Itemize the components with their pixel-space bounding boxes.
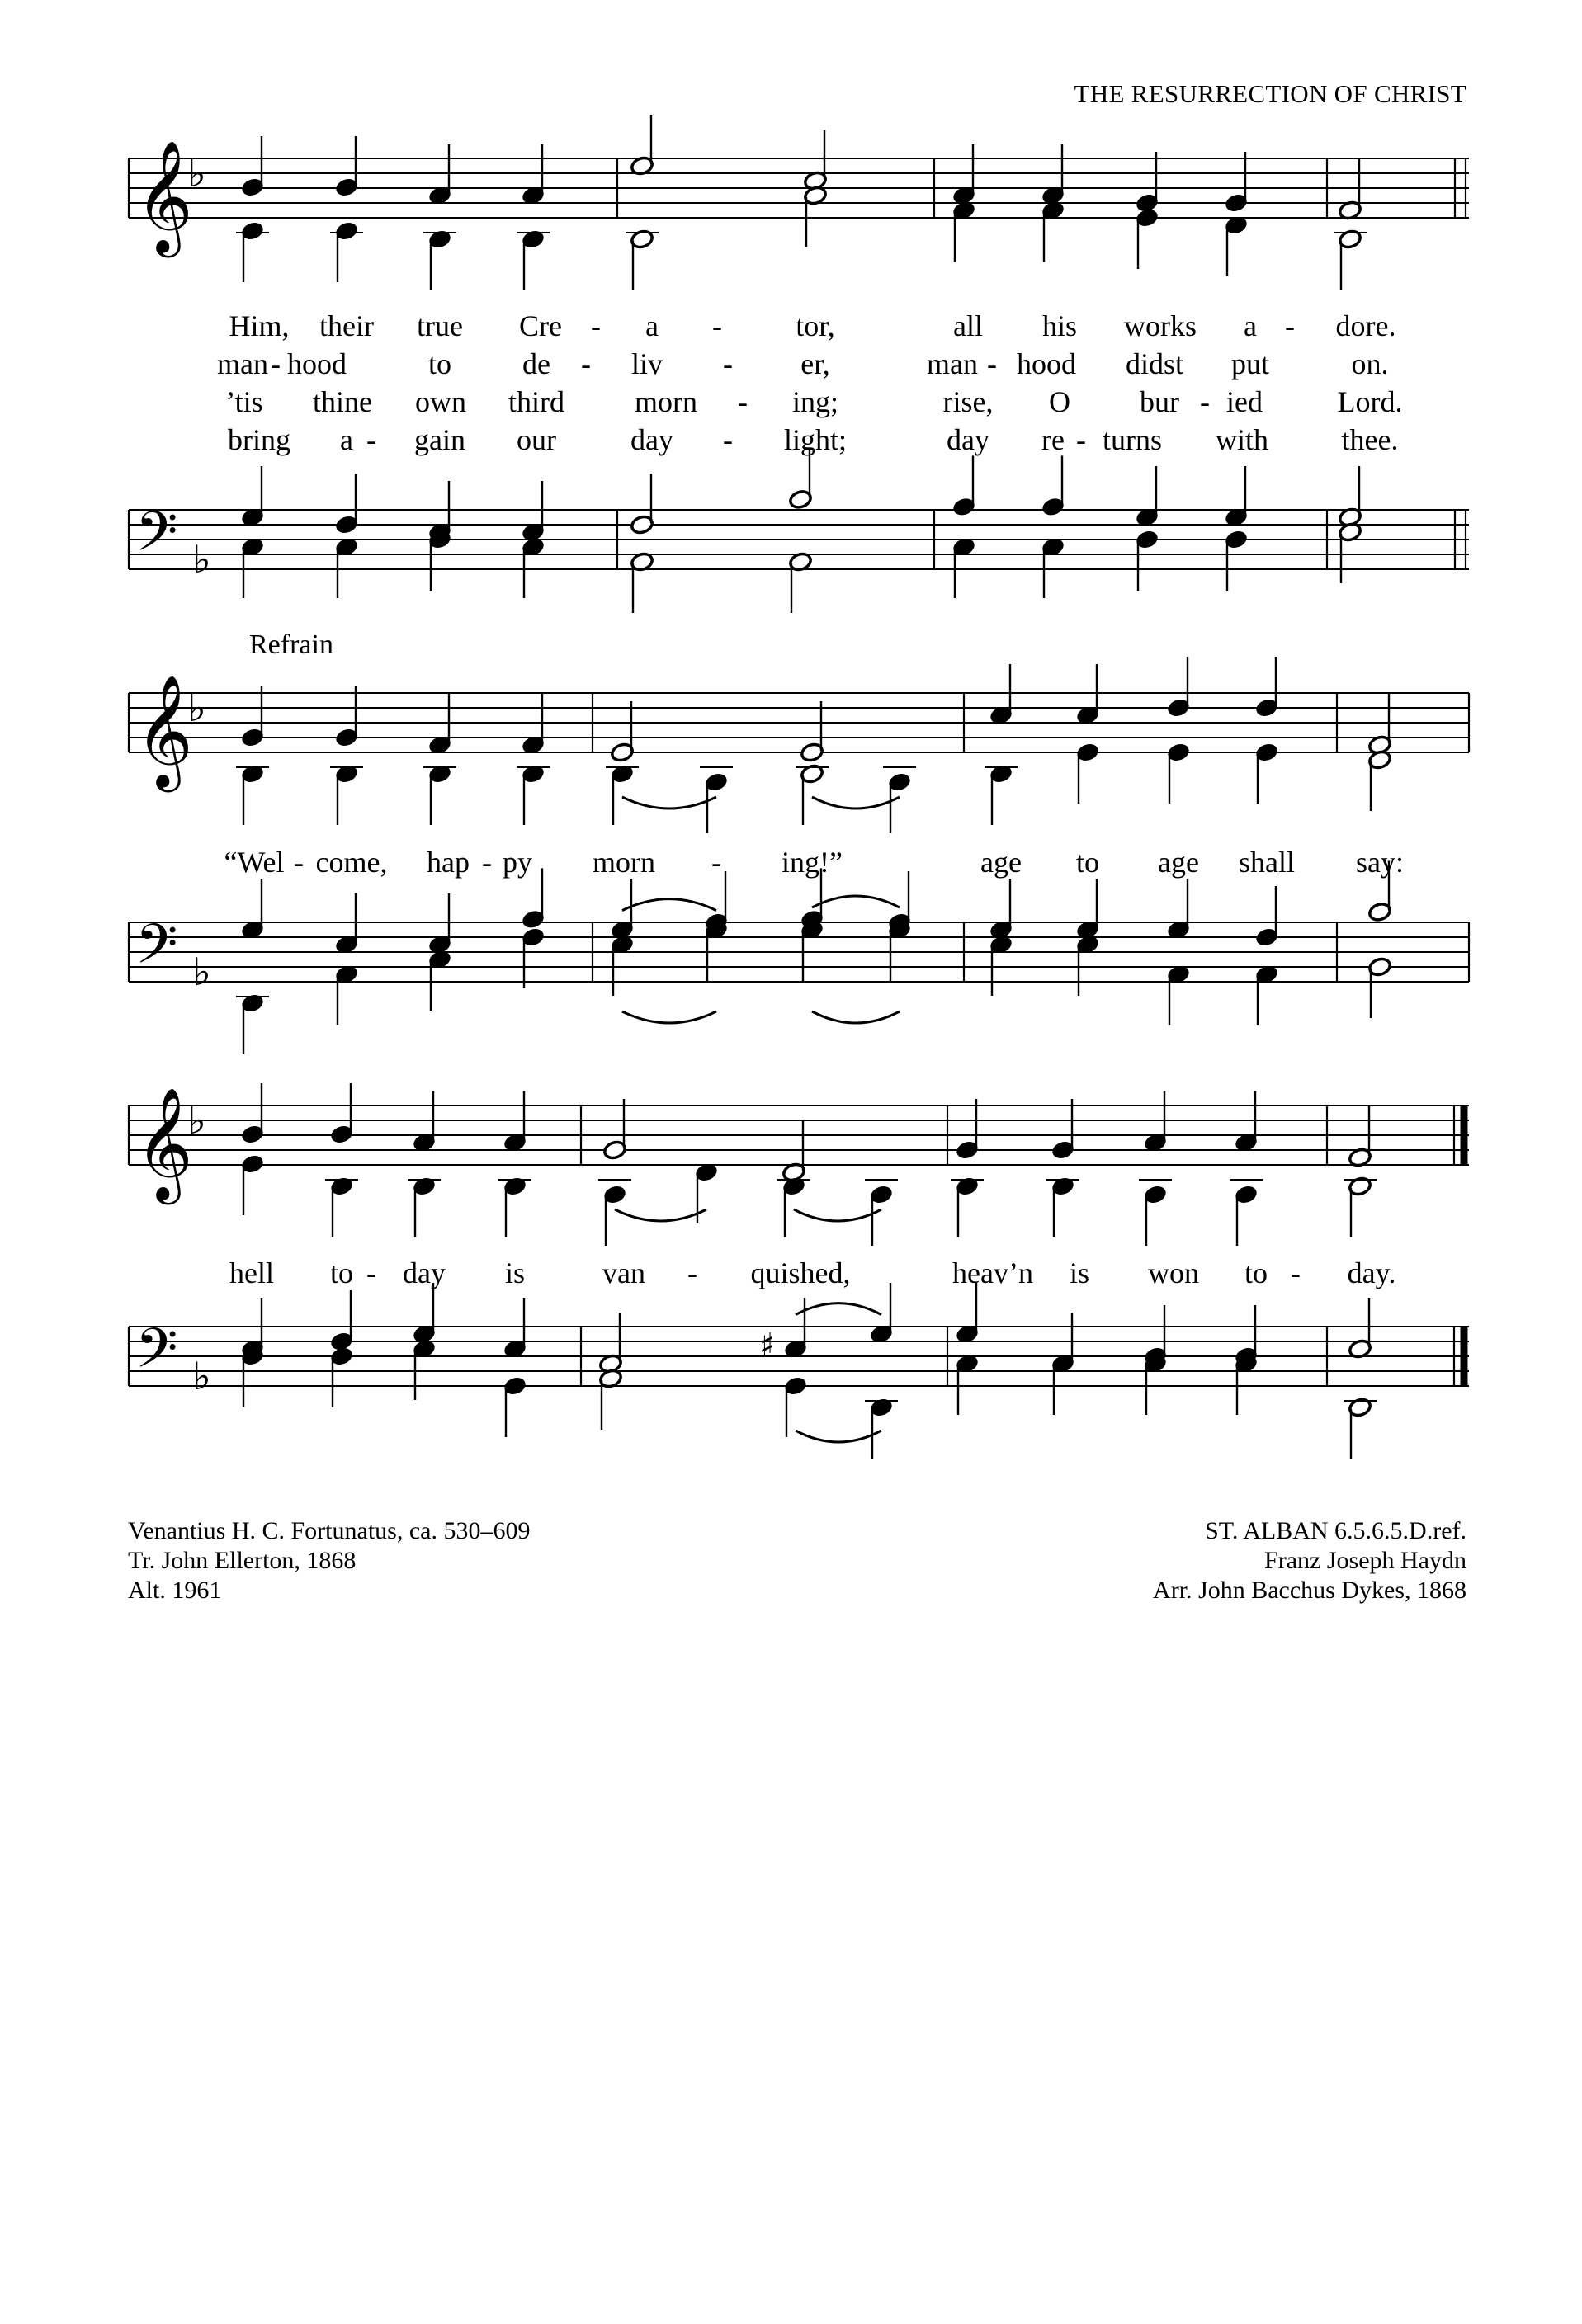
lyric: a	[340, 423, 353, 456]
lyric: morn	[635, 385, 697, 418]
lyric: bur	[1140, 385, 1179, 418]
flat-key-signature: ♭	[188, 1098, 206, 1143]
flat-key-signature: ♭	[193, 1354, 211, 1398]
refrain-label: Refrain	[249, 629, 333, 660]
lyric: all	[953, 309, 983, 342]
lyric: de	[522, 347, 550, 380]
lyric: works	[1124, 309, 1197, 342]
lyric: with	[1215, 423, 1269, 456]
lyric: hap	[427, 846, 470, 879]
lyric: gain	[414, 423, 465, 456]
slur	[622, 797, 716, 808]
lyric: put	[1230, 347, 1270, 380]
lyric: rise,	[942, 385, 994, 418]
credit-line: ST. ALBAN 6.5.6.5.D.ref.	[1205, 1517, 1466, 1544]
slur	[622, 899, 716, 911]
bass-clef: 𝄢	[135, 500, 178, 577]
lyric: re	[1041, 423, 1065, 456]
lyric: Cre	[519, 309, 562, 342]
lyric: py	[503, 846, 532, 879]
credit-line: Tr. John Ellerton, 1868	[128, 1547, 357, 1574]
treble-staff	[124, 0, 1469, 330]
lyric: true	[417, 309, 463, 342]
lyric: day	[947, 423, 989, 456]
lyric: their	[319, 309, 374, 342]
lyric: say:	[1356, 846, 1404, 879]
hyphen: -	[711, 846, 721, 879]
bass-staff	[124, 1303, 1469, 1452]
lyric: man	[217, 347, 268, 380]
slur	[796, 1431, 881, 1442]
lyric: thine	[313, 385, 372, 418]
verse-3-lyrics	[124, 384, 1469, 422]
lyric: ing!”	[782, 846, 843, 879]
lyric: thee.	[1341, 423, 1399, 456]
treble-clef: 𝄞	[135, 1086, 193, 1200]
lyric: liv	[630, 347, 663, 380]
hyphen: -	[1285, 309, 1295, 342]
slur	[622, 1011, 716, 1023]
lyric: is	[504, 1256, 526, 1289]
treble-staff	[124, 643, 1469, 858]
lyric: our	[517, 423, 556, 456]
lyric: van	[602, 1256, 645, 1289]
lyric: age	[980, 846, 1022, 879]
lyric: is	[1069, 1256, 1090, 1289]
hyphen: -	[687, 1256, 697, 1289]
hyphen: -	[294, 846, 304, 879]
hyphen: -	[1200, 385, 1210, 418]
music-credits	[1153, 1516, 1466, 1605]
hyphen: -	[712, 309, 722, 342]
refrain-lyrics	[124, 845, 1469, 883]
lyric: to	[329, 1256, 354, 1289]
lyric: age	[1158, 846, 1199, 879]
lyric: er,	[800, 347, 830, 380]
hyphen: -	[738, 385, 748, 418]
lyric: third	[508, 385, 564, 418]
bass-clef: 𝄢	[135, 1317, 178, 1393]
bass-staff	[124, 899, 1469, 1039]
lyric: on.	[1351, 347, 1389, 380]
lyric: morn	[593, 846, 655, 879]
lyric: tor,	[796, 309, 835, 342]
hyphen: -	[591, 309, 601, 342]
lyric: to	[1075, 846, 1100, 879]
slur	[796, 1303, 881, 1315]
lyric: O	[1049, 385, 1070, 418]
verse-4-lyrics	[124, 422, 1469, 460]
slur	[812, 896, 900, 907]
lyric: bring	[228, 423, 290, 456]
hyphen: -	[987, 347, 997, 380]
hyphen: -	[1291, 1256, 1301, 1289]
flat-key-signature: ♭	[188, 151, 206, 196]
sharp-accidental: ♯	[759, 1327, 776, 1365]
lyric: dore.	[1335, 309, 1396, 342]
slur	[794, 1209, 881, 1221]
slur	[812, 1011, 900, 1023]
lyric: a	[645, 309, 659, 342]
lyric: light;	[783, 423, 848, 456]
lyric: his	[1041, 309, 1078, 342]
lyric: day	[403, 1256, 446, 1289]
flat-key-signature: ♭	[193, 537, 211, 582]
lyric: shall	[1239, 846, 1295, 879]
slur	[615, 1209, 706, 1221]
lyric: own	[415, 385, 466, 418]
lyric: ing;	[791, 385, 839, 418]
hyphen: -	[271, 347, 281, 380]
lyric: ’tis	[225, 385, 263, 418]
treble-clef: 𝄞	[135, 139, 193, 252]
lyric: turns	[1103, 423, 1162, 456]
lyric: ied	[1226, 385, 1263, 418]
lyric: to	[427, 347, 452, 380]
hyphen: -	[1076, 423, 1086, 456]
flat-key-signature: ♭	[188, 686, 206, 730]
slur	[812, 797, 900, 808]
bass-staff	[124, 487, 1469, 602]
lyric: won	[1148, 1256, 1199, 1289]
hyphen: -	[366, 1256, 376, 1289]
lyric: hell	[229, 1256, 274, 1289]
lyric: Lord.	[1337, 385, 1403, 418]
lyric: a	[1244, 309, 1257, 342]
verse-1-lyrics	[124, 309, 1469, 346]
hyphen: -	[723, 423, 733, 456]
lyric: heav’n	[952, 1256, 1033, 1289]
hyphen: -	[482, 846, 492, 879]
lyric: hood	[287, 347, 347, 380]
lyric: Him,	[229, 309, 290, 342]
lyric: man	[927, 347, 978, 380]
closing-lyrics	[124, 1256, 1469, 1294]
lyric: day.	[1347, 1256, 1396, 1289]
hyphen: -	[581, 347, 591, 380]
text-credits	[128, 1516, 530, 1605]
lyric: didst	[1125, 347, 1184, 380]
page-header: THE RESURRECTION OF CHRIST	[1074, 79, 1466, 108]
lyric: to	[1244, 1256, 1268, 1289]
bass-clef: 𝄢	[135, 912, 178, 989]
hyphen: -	[723, 347, 733, 380]
credit-line: Arr. John Bacchus Dykes, 1868	[1153, 1577, 1466, 1604]
lyric: quished,	[750, 1256, 851, 1289]
credit-line: Alt. 1961	[128, 1577, 222, 1604]
flat-key-signature: ♭	[193, 950, 211, 994]
lyric: hood	[1017, 347, 1076, 380]
lyric: come,	[315, 846, 388, 879]
treble-clef: 𝄞	[135, 673, 193, 787]
hyphen: -	[366, 423, 376, 456]
lyric: “Wel	[224, 846, 285, 879]
credit-line: Venantius H. C. Fortunatus, ca. 530–609	[128, 1517, 531, 1544]
credit-line: Franz Joseph Haydn	[1264, 1547, 1466, 1574]
verse-2-lyrics	[124, 346, 1469, 384]
lyric: day	[630, 423, 673, 456]
treble-staff	[124, 1056, 1469, 1270]
